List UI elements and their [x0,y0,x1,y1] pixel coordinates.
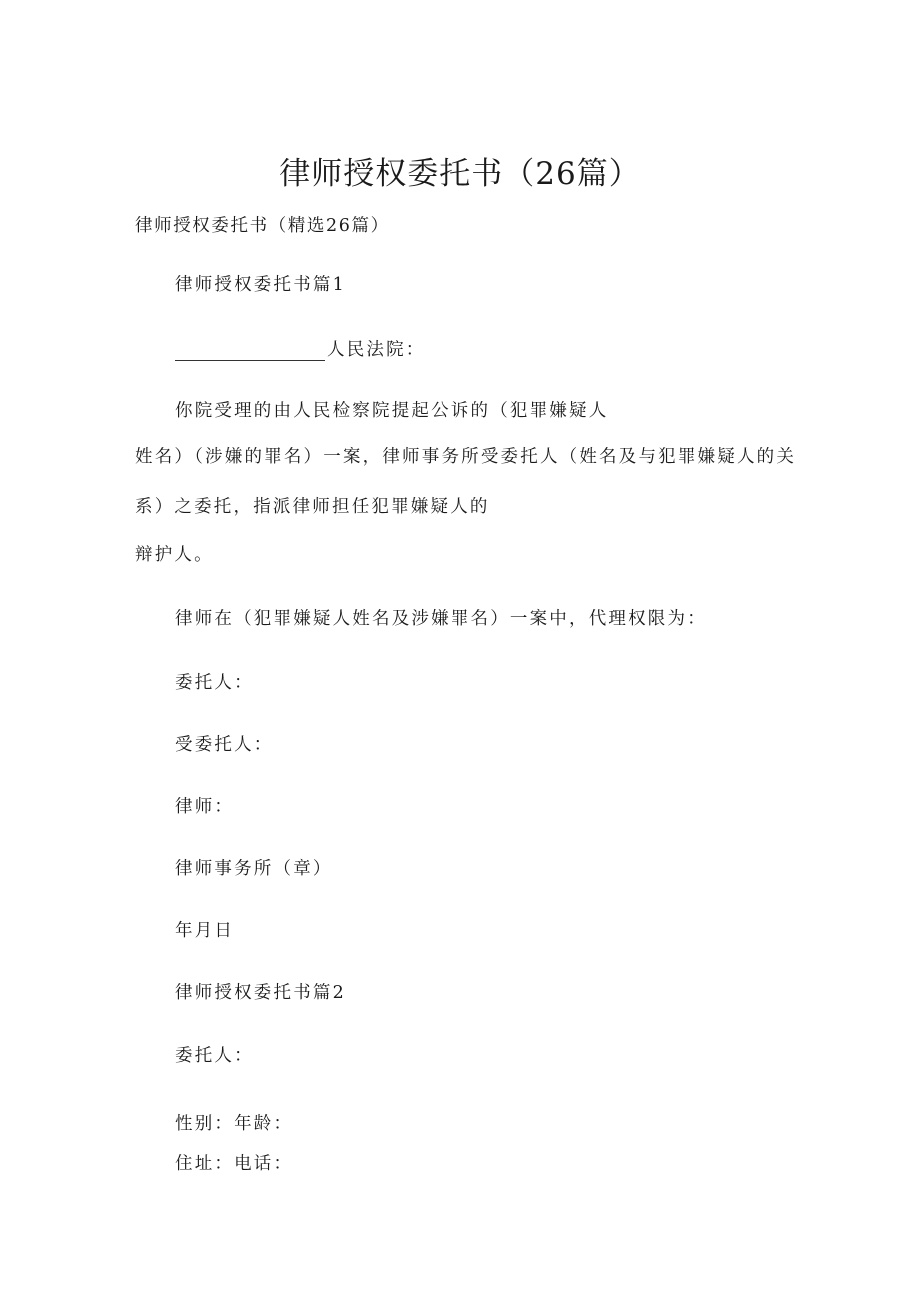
document-subtitle: 律师授权委托书（精选26篇） [135,216,390,236]
lawyer-label: 律师： [175,797,235,817]
para1-line4: 辩护人。 [135,545,214,565]
date-label: 年月日 [175,921,235,941]
principal-label: 委托人： [175,673,254,693]
court-line [175,336,426,361]
gender-age-label: 性别：年龄： [175,1114,294,1134]
court-name-blank [175,342,325,361]
para1-line2: 姓名）（涉嫌的罪名）一案，律师事务所受委托人（姓名及与犯罪嫌疑人的关 [135,447,797,467]
para1-line1: 你院受理的由人民检察院提起公诉的（犯罪嫌疑人 [175,401,609,421]
address-phone-label: 住址：电话： [175,1154,294,1174]
firm-seal-label: 律师事务所（章） [175,859,333,879]
section1-heading: 律师授权委托书篇1 [175,275,346,295]
court-line-suffix: 人民法院： [327,340,426,360]
agent-label: 受委托人： [175,735,274,755]
para1-line3: 系）之委托，指派律师担任犯罪嫌疑人的 [135,497,490,517]
para2: 律师在（犯罪嫌疑人姓名及涉嫌罪名）一案中，代理权限为： [175,609,707,629]
section2-heading: 律师授权委托书篇2 [175,983,346,1003]
principal2-label: 委托人： [175,1046,254,1066]
document-title: 律师授权委托书（26篇） [279,156,641,192]
